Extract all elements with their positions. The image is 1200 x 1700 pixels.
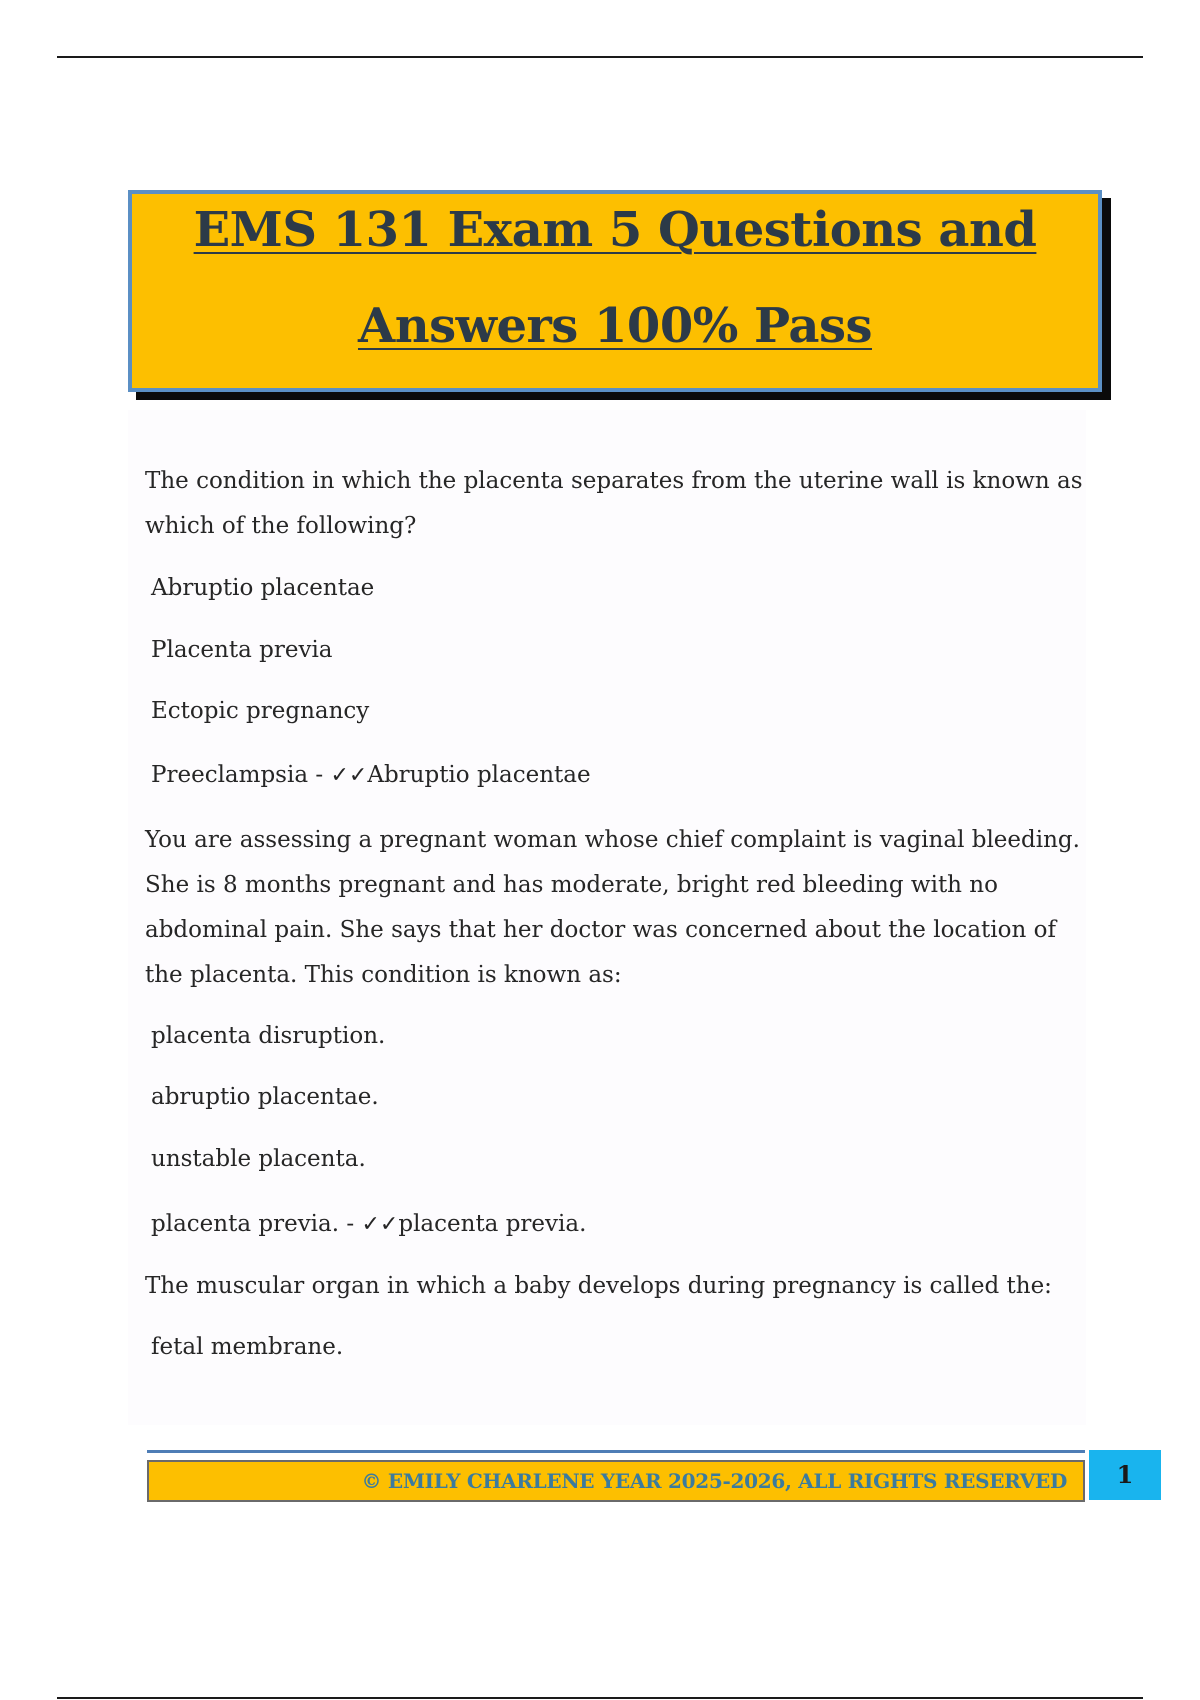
option-text: unstable placenta. — [151, 1146, 366, 1172]
answer-text: Abruptio placentae — [367, 762, 591, 788]
title-banner — [128, 190, 1102, 392]
option-text: placenta previa. - — [151, 1211, 362, 1237]
answer-text: placenta previa. — [398, 1211, 587, 1237]
option-text: Abruptio placentae — [151, 575, 375, 601]
option-text: Placenta previa — [151, 637, 333, 663]
footer-rule — [147, 1450, 1085, 1453]
option-text: abruptio placentae. — [151, 1084, 379, 1110]
question-2-text: You are assessing a pregnant woman whose chief complaint is vaginal bleeding. She is 8 months pregnant and has moderate, bright red bleeding with no abdominal pain. She says that her doctor was concerned about the location of the placenta. This condition is known as: — [145, 827, 1080, 988]
question-2-option-a — [145, 1014, 1095, 1059]
double-check-icon: ✓✓ — [330, 763, 368, 788]
question-1-option-c — [145, 689, 1095, 734]
question-3-option-a — [145, 1325, 1095, 1370]
question-1-option-a — [145, 566, 1095, 611]
question-3-text: The muscular organ in which a baby develops during pregnancy is called the: — [145, 1273, 1052, 1299]
top-rule — [57, 56, 1143, 58]
document-title-line-1: EMS 131 Exam 5 Questions and — [193, 202, 1037, 258]
option-text: placenta disruption. — [151, 1023, 386, 1049]
option-text: Preeclampsia - — [151, 762, 331, 788]
question-1-text: The condition in which the placenta separates from the uterine wall is known as which of the following? — [145, 468, 1083, 539]
option-text: Ectopic pregnancy — [151, 698, 370, 724]
question-1 — [145, 459, 1095, 549]
question-2-option-c — [145, 1137, 1095, 1182]
bottom-rule — [57, 1697, 1143, 1699]
question-3 — [145, 1264, 1095, 1309]
question-2-option-d — [145, 1202, 1095, 1247]
footer-copyright: © EMILY CHARLENE YEAR 2025-2026, ALL RIGHTS RESERVED — [147, 1460, 1085, 1502]
document-title-line-2: Answers 100% Pass — [357, 298, 872, 354]
option-text: fetal membrane. — [151, 1334, 344, 1360]
question-1-option-b — [145, 628, 1095, 673]
question-2 — [145, 818, 1085, 998]
page-number: 1 — [1089, 1450, 1161, 1500]
question-2-option-b — [145, 1075, 1095, 1120]
double-check-icon: ✓✓ — [361, 1212, 399, 1237]
question-1-option-d — [145, 753, 1095, 798]
